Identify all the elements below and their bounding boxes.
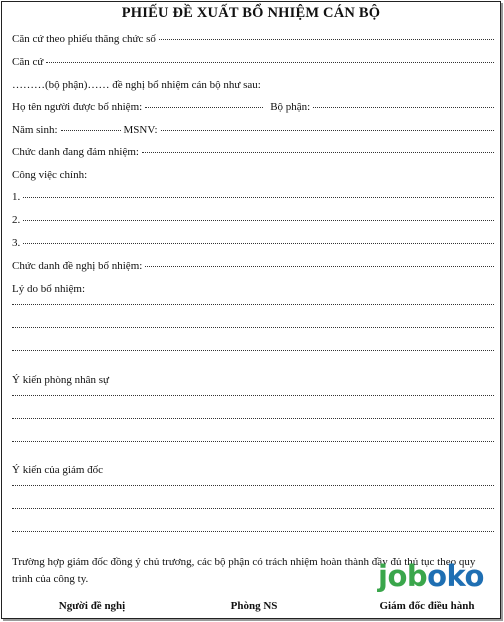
- signature-giam-doc: Giám đốc điều hành: [379, 600, 475, 612]
- blank-line: [12, 533, 494, 534]
- label-item-2: 2.: [12, 214, 21, 226]
- line-nam-sinh: [12, 124, 494, 136]
- dotted-fill: [145, 107, 263, 108]
- blank-line: [12, 443, 494, 444]
- closing-note: Trường hợp giám đốc đồng ý chủ trương, các bộ phận có trách nhiệm hoàn thành đầy đủ thủ tục theo quy trình của công ty.: [12, 556, 476, 585]
- joboko-logo: [378, 559, 484, 593]
- line-bo-phan-intro: [12, 79, 494, 91]
- label-nam-sinh: Năm sinh:: [12, 124, 58, 136]
- line-ly-do: [12, 283, 494, 295]
- label-chuc-danh-hien: Chức danh đang đảm nhiệm:: [12, 146, 139, 158]
- dotted-fill: [23, 220, 494, 221]
- dotted-fill: [61, 130, 121, 131]
- label-chuc-danh-de-nghi: Chức danh đề nghị bổ nhiệm:: [12, 260, 143, 272]
- form-page: [1, 1, 501, 619]
- logo-part-oko: oko: [427, 559, 484, 593]
- dotted-fill: [12, 441, 494, 442]
- label-y-kien-ns: Ý kiến phòng nhân sự: [12, 374, 110, 386]
- line-item-3: [12, 237, 494, 249]
- blank-line: [12, 420, 494, 421]
- label-can-cu: Căn cứ: [12, 56, 44, 68]
- blank-line: [12, 510, 494, 511]
- line-y-kien-ns: [12, 374, 494, 386]
- dotted-fill: [161, 130, 494, 131]
- dotted-fill: [23, 243, 494, 244]
- label-bo-phan-intro: ………(bộ phận)…… đề nghị bổ nhiệm cán bộ như sau:: [12, 79, 261, 91]
- label-item-1: 1.: [12, 191, 21, 203]
- line-item-2: [12, 214, 494, 226]
- label-can-cu-phieu: Căn cứ theo phiếu thăng chức số: [12, 33, 156, 45]
- blank-line: [12, 352, 494, 353]
- logo-part-job: job: [378, 559, 428, 593]
- line-chuc-danh-de-nghi: [12, 260, 494, 272]
- line-y-kien-gd: [12, 464, 494, 476]
- line-chuc-danh-hien: [12, 146, 494, 158]
- blank-line: [12, 397, 494, 398]
- label-msnv: MSNV:: [123, 124, 158, 136]
- blank-line: [12, 487, 494, 488]
- signature-nguoi-de-nghi: Người đề nghị: [58, 600, 126, 612]
- dotted-fill: [12, 418, 494, 419]
- label-y-kien-gd: Ý kiến của giám đốc: [12, 464, 104, 476]
- dotted-fill: [313, 107, 494, 108]
- dotted-fill: [12, 350, 494, 351]
- form-title: PHIẾU ĐỀ XUẤT BỔ NHIỆM CÁN BỘ: [121, 5, 381, 21]
- label-cong-viec: Công việc chính:: [12, 169, 88, 181]
- blank-line: [12, 329, 494, 330]
- line-ho-ten: [12, 101, 494, 113]
- line-can-cu-phieu: [12, 33, 494, 45]
- dotted-fill: [23, 197, 494, 198]
- dotted-fill: [12, 531, 494, 532]
- label-item-3: 3.: [12, 237, 21, 249]
- line-cong-viec: [12, 169, 494, 181]
- label-ho-ten: Họ tên người được bổ nhiệm:: [12, 101, 143, 113]
- dotted-fill: [12, 304, 494, 305]
- dotted-fill: [46, 62, 494, 63]
- blank-line: [12, 306, 494, 307]
- dotted-fill: [159, 39, 494, 40]
- dotted-fill: [145, 266, 494, 267]
- dotted-fill: [12, 485, 494, 486]
- dotted-fill: [12, 508, 494, 509]
- dotted-fill: [142, 152, 494, 153]
- dotted-fill: [12, 327, 494, 328]
- dotted-fill: [12, 395, 494, 396]
- signature-phong-ns: Phòng NS: [230, 600, 278, 612]
- label-bo-phan: Bộ phận:: [270, 101, 311, 113]
- line-item-1: [12, 191, 494, 203]
- label-ly-do: Lý do bổ nhiệm:: [12, 283, 86, 295]
- line-can-cu: [12, 56, 494, 68]
